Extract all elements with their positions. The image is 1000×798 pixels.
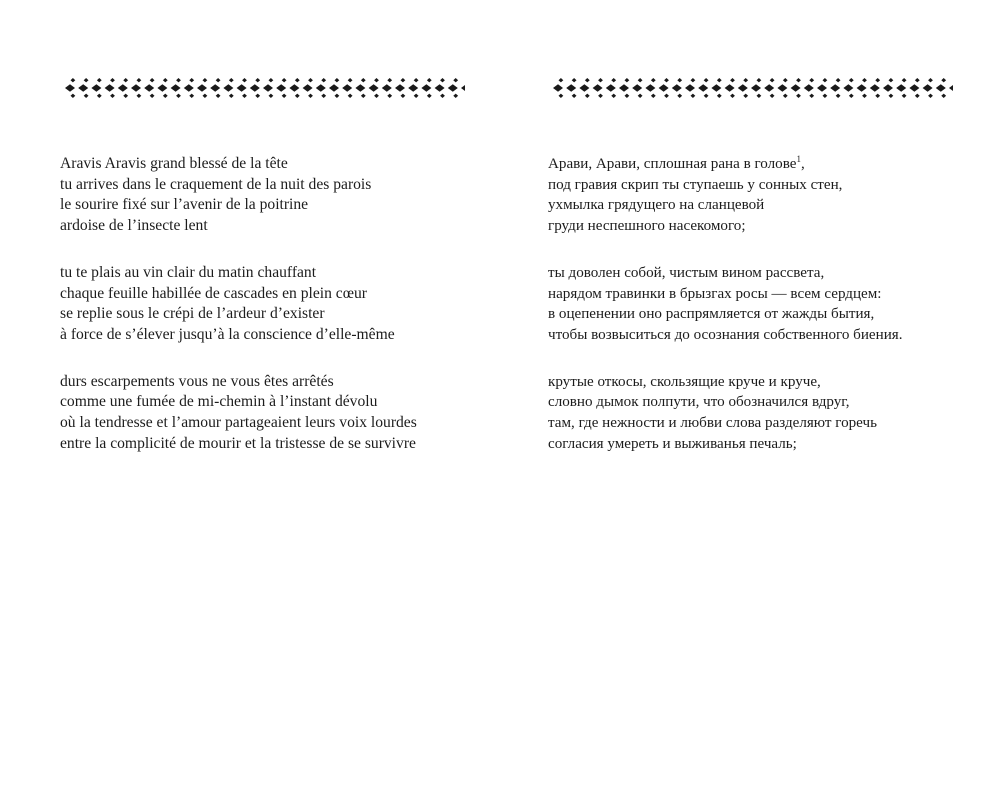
ornament-dot xyxy=(335,94,340,98)
ornament-diamond xyxy=(672,84,682,92)
ornament-dot xyxy=(387,94,392,98)
ornament-dot xyxy=(691,78,696,82)
ornament-dot xyxy=(414,94,419,98)
ornament-dot xyxy=(282,78,287,82)
poem-line: под гравия скрип ты ступаешь у сонных стен, xyxy=(548,176,843,193)
ornament-diamond xyxy=(329,84,339,92)
ornament-dot xyxy=(137,94,142,98)
ornament-dot xyxy=(71,78,76,82)
ornament-dot xyxy=(902,94,907,98)
ornament-dot xyxy=(651,78,656,82)
ornament-dot xyxy=(836,94,841,98)
ornament-diamond xyxy=(316,84,326,92)
ornament-dot xyxy=(189,94,194,98)
ornament-diamond xyxy=(157,84,167,92)
ornament-diamond xyxy=(276,84,286,92)
poem-line: durs escarpements vous ne vous êtes arrêtés xyxy=(60,372,334,390)
poem-line: entre la complicité de mourir et la tristesse de se survivre xyxy=(60,434,416,452)
poem-line: в оцепенении оно распрямляется от жажды бытия, xyxy=(548,306,875,323)
ornament-diamond xyxy=(619,84,629,92)
ornament-dot xyxy=(796,78,801,82)
ornament-diamond xyxy=(804,84,814,92)
ornament-dot xyxy=(757,78,762,82)
poem-line-text: Арави, Арави, сплошная рана в голове xyxy=(548,156,797,172)
ornament-dot xyxy=(295,94,300,98)
ornament-dot xyxy=(123,78,128,82)
ornament-diamond xyxy=(579,84,589,92)
poem-line-punct: , xyxy=(800,156,805,172)
ornament-dot xyxy=(189,78,194,82)
ornament-diamond xyxy=(857,84,867,92)
ornament-diamond xyxy=(210,84,220,92)
ornament-diamond xyxy=(606,84,616,92)
ornament-dot xyxy=(361,78,366,82)
poem-line: se replie sous le crépi de l’ardeur d’exister xyxy=(60,305,325,323)
ornament-dot xyxy=(163,78,168,82)
ornament-dot xyxy=(823,78,828,82)
ornament-diamond xyxy=(355,84,365,92)
ornament-dot xyxy=(915,94,920,98)
ornament-dot xyxy=(229,78,234,82)
ornament-dot xyxy=(440,78,445,82)
ornament-dot xyxy=(242,78,247,82)
ornament-dot xyxy=(559,94,564,98)
ornament-diamond xyxy=(223,84,233,92)
ornament-dot xyxy=(242,94,247,98)
ornament-dot xyxy=(585,94,590,98)
french-poem xyxy=(60,154,480,480)
ornament-diamond xyxy=(263,84,273,92)
ornament-diamond xyxy=(896,84,906,92)
ornament-dot xyxy=(348,94,353,98)
ornament-dot xyxy=(401,78,406,82)
ornament-dot xyxy=(137,78,142,82)
ornament-dot xyxy=(176,94,181,98)
ornament-diamond xyxy=(936,84,946,92)
ornament-dot xyxy=(110,94,115,98)
ornament-dot xyxy=(585,78,590,82)
poem-line xyxy=(548,154,988,175)
ornament-dot xyxy=(664,94,669,98)
ornament-dot xyxy=(229,94,234,98)
footnote-marker: 1 xyxy=(796,154,801,164)
poem-line: ты доволен собой, чистым вином рассвета, xyxy=(548,264,825,281)
ornament-dot xyxy=(414,78,419,82)
ornament-dot xyxy=(783,78,788,82)
ornament-dot xyxy=(84,94,89,98)
ornament-dot xyxy=(374,78,379,82)
ornament-dot xyxy=(625,78,630,82)
poem-line: à force de s’élever jusqu’à la conscience d’elle-même xyxy=(60,325,395,343)
ornament-diamond xyxy=(843,84,853,92)
ornament-dot xyxy=(401,94,406,98)
ornament-dot xyxy=(677,78,682,82)
ornament-diamond xyxy=(711,84,721,92)
poem-line: крутые откосы, скользящие круче и круче, xyxy=(548,373,821,390)
ornament-diamond xyxy=(659,84,669,92)
stanza xyxy=(548,372,988,455)
ornament-diamond xyxy=(725,84,735,92)
ornament-diamond xyxy=(237,84,247,92)
ornament-diamond xyxy=(751,84,761,92)
poem-line: груди неспешного насекомого; xyxy=(548,218,746,235)
ornament-dot xyxy=(664,78,669,82)
ornament-dot xyxy=(269,78,274,82)
ornament-diamond xyxy=(764,84,774,92)
ornament-diamond xyxy=(65,84,75,92)
ornament-dot xyxy=(71,94,76,98)
ornament-dot xyxy=(809,94,814,98)
ornament-dot xyxy=(308,78,313,82)
ornament-dot xyxy=(809,78,814,82)
ornament-diamond xyxy=(461,84,465,92)
ornament-diamond xyxy=(342,84,352,92)
ornament-diamond xyxy=(250,84,260,92)
ornament-dot xyxy=(335,78,340,82)
ornament-diamond xyxy=(171,84,181,92)
ornament-dot xyxy=(677,94,682,98)
ornament-dot xyxy=(611,94,616,98)
stanza xyxy=(548,154,988,237)
ornament-diamond xyxy=(817,84,827,92)
poem-line: chaque feuille habillée de cascades en plein cœur xyxy=(60,284,367,302)
ornament-dot xyxy=(427,94,432,98)
ornament-dot xyxy=(321,78,326,82)
ornament-dot xyxy=(638,94,643,98)
poem-line: comme une fumée de mi-chemin à l’instant dévolu xyxy=(60,393,378,411)
ornament-diamond xyxy=(395,84,405,92)
poem-line: tu te plais au vin clair du matin chauffant xyxy=(60,263,317,281)
poem-line: нарядом травинки в брызгах росы — всем сердцем: xyxy=(548,285,882,302)
ornament-dot xyxy=(743,78,748,82)
ornament-dot xyxy=(348,78,353,82)
poem-line: tu arrives dans le craquement de la nuit des parois xyxy=(60,175,372,193)
poem-line: ardoise de l’insecte lent xyxy=(60,217,208,235)
ornament-diamond xyxy=(777,84,787,92)
ornament-divider-right xyxy=(548,76,953,100)
ornament-dot xyxy=(255,94,260,98)
ornament-dot xyxy=(625,94,630,98)
ornament-dot xyxy=(915,78,920,82)
ornament-dot xyxy=(308,94,313,98)
russian-poem xyxy=(548,154,988,480)
ornament-dot xyxy=(440,94,445,98)
ornament-dot xyxy=(862,94,867,98)
ornament-dot xyxy=(611,78,616,82)
ornament-diamond xyxy=(369,84,379,92)
ornament-dot xyxy=(875,94,880,98)
stanza xyxy=(60,263,480,346)
ornament-dot xyxy=(941,94,946,98)
ornament-dot xyxy=(453,78,458,82)
ornament-diamond xyxy=(435,84,445,92)
ornament-dot xyxy=(928,78,933,82)
ornament-dot xyxy=(572,78,577,82)
ornament-dot xyxy=(427,78,432,82)
ornament-diamond xyxy=(738,84,748,92)
ornament-dot xyxy=(321,94,326,98)
ornament-dot xyxy=(203,94,208,98)
poem-line: Aravis Aravis grand blessé de la tête xyxy=(60,155,288,172)
ornament-diamond xyxy=(909,84,919,92)
ornament-dot xyxy=(374,94,379,98)
ornament-diamond xyxy=(91,84,101,92)
ornament-dot xyxy=(282,94,287,98)
ornament-dot xyxy=(928,94,933,98)
ornament-dot xyxy=(216,94,221,98)
ornament-dot xyxy=(361,94,366,98)
ornament-dot xyxy=(849,78,854,82)
ornament-diamond xyxy=(870,84,880,92)
ornament-dot xyxy=(823,94,828,98)
ornament-divider-left xyxy=(60,76,465,100)
stanza xyxy=(60,372,480,455)
ornament-dot xyxy=(757,94,762,98)
ornament-dot xyxy=(691,94,696,98)
ornament-diamond xyxy=(131,84,141,92)
ornament-diamond xyxy=(645,84,655,92)
ornament-diamond xyxy=(949,84,953,92)
poem-line: согласия умереть и выживанья печаль; xyxy=(548,435,797,452)
ornament-dot xyxy=(862,78,867,82)
poem-line: там, где нежности и любви слова разделяют горечь xyxy=(548,415,877,432)
ornament-diamond xyxy=(118,84,128,92)
ornament-diamond xyxy=(883,84,893,92)
ornament-diamond xyxy=(923,84,933,92)
ornament-dot xyxy=(651,94,656,98)
ornament-dot xyxy=(717,78,722,82)
poem-line: ухмылка грядущего на сланцевой xyxy=(548,197,765,214)
ornament-dot xyxy=(717,94,722,98)
ornament-diamond xyxy=(408,84,418,92)
poem-line: чтобы возвыситься до осознания собственного биения. xyxy=(548,326,903,343)
ornament-dot xyxy=(598,78,603,82)
ornament-dot xyxy=(638,78,643,82)
ornament-dot xyxy=(123,94,128,98)
ornament-dot xyxy=(704,78,709,82)
ornament-diamond xyxy=(593,84,603,92)
ornament-dot xyxy=(453,94,458,98)
ornament-dot xyxy=(889,94,894,98)
ornament-diamond xyxy=(791,84,801,92)
ornament-dot xyxy=(598,94,603,98)
ornament-dot xyxy=(110,78,115,82)
ornament-diamond xyxy=(685,84,695,92)
ornament-dot xyxy=(889,78,894,82)
ornament-dot xyxy=(269,94,274,98)
poem-line: словно дымок полпути, что обозначился вдруг, xyxy=(548,394,850,411)
ornament-diamond xyxy=(632,84,642,92)
ornament-dot xyxy=(770,78,775,82)
ornament-dot xyxy=(295,78,300,82)
ornament-dot xyxy=(97,78,102,82)
ornament-dot xyxy=(150,94,155,98)
ornament-dot xyxy=(941,78,946,82)
ornament-diamond xyxy=(698,84,708,92)
poem-line: le sourire fixé sur l’avenir de la poitrine xyxy=(60,196,309,214)
ornament-dot xyxy=(849,94,854,98)
ornament-dot xyxy=(875,78,880,82)
ornament-diamond xyxy=(448,84,458,92)
ornament-dot xyxy=(387,78,392,82)
ornament-diamond xyxy=(144,84,154,92)
stanza xyxy=(60,154,480,237)
ornament-diamond xyxy=(78,84,88,92)
ornament-dot xyxy=(572,94,577,98)
ornament-diamond xyxy=(421,84,431,92)
ornament-diamond xyxy=(566,84,576,92)
ornament-dot xyxy=(163,94,168,98)
ornament-dot xyxy=(84,78,89,82)
ornament-dot xyxy=(743,94,748,98)
poem-line: où la tendresse et l’amour partageaient leurs voix lourdes xyxy=(60,414,417,432)
ornament-diamond xyxy=(289,84,299,92)
ornament-diamond xyxy=(830,84,840,92)
ornament-dot xyxy=(704,94,709,98)
ornament-diamond xyxy=(303,84,313,92)
ornament-dot xyxy=(730,78,735,82)
ornament-dot xyxy=(770,94,775,98)
ornament-dot xyxy=(176,78,181,82)
ornament-diamond xyxy=(553,84,563,92)
ornament-dot xyxy=(203,78,208,82)
ornament-diamond xyxy=(105,84,115,92)
right-page xyxy=(500,0,1000,798)
ornament-diamond xyxy=(184,84,194,92)
ornament-dot xyxy=(97,94,102,98)
ornament-dot xyxy=(150,78,155,82)
ornament-dot xyxy=(255,78,260,82)
ornament-dot xyxy=(559,78,564,82)
ornament-dot xyxy=(783,94,788,98)
ornament-diamond xyxy=(382,84,392,92)
ornament-dot xyxy=(902,78,907,82)
ornament-dot xyxy=(836,78,841,82)
ornament-diamond xyxy=(197,84,207,92)
ornament-dot xyxy=(216,78,221,82)
stanza xyxy=(548,263,988,346)
ornament-dot xyxy=(730,94,735,98)
ornament-dot xyxy=(796,94,801,98)
